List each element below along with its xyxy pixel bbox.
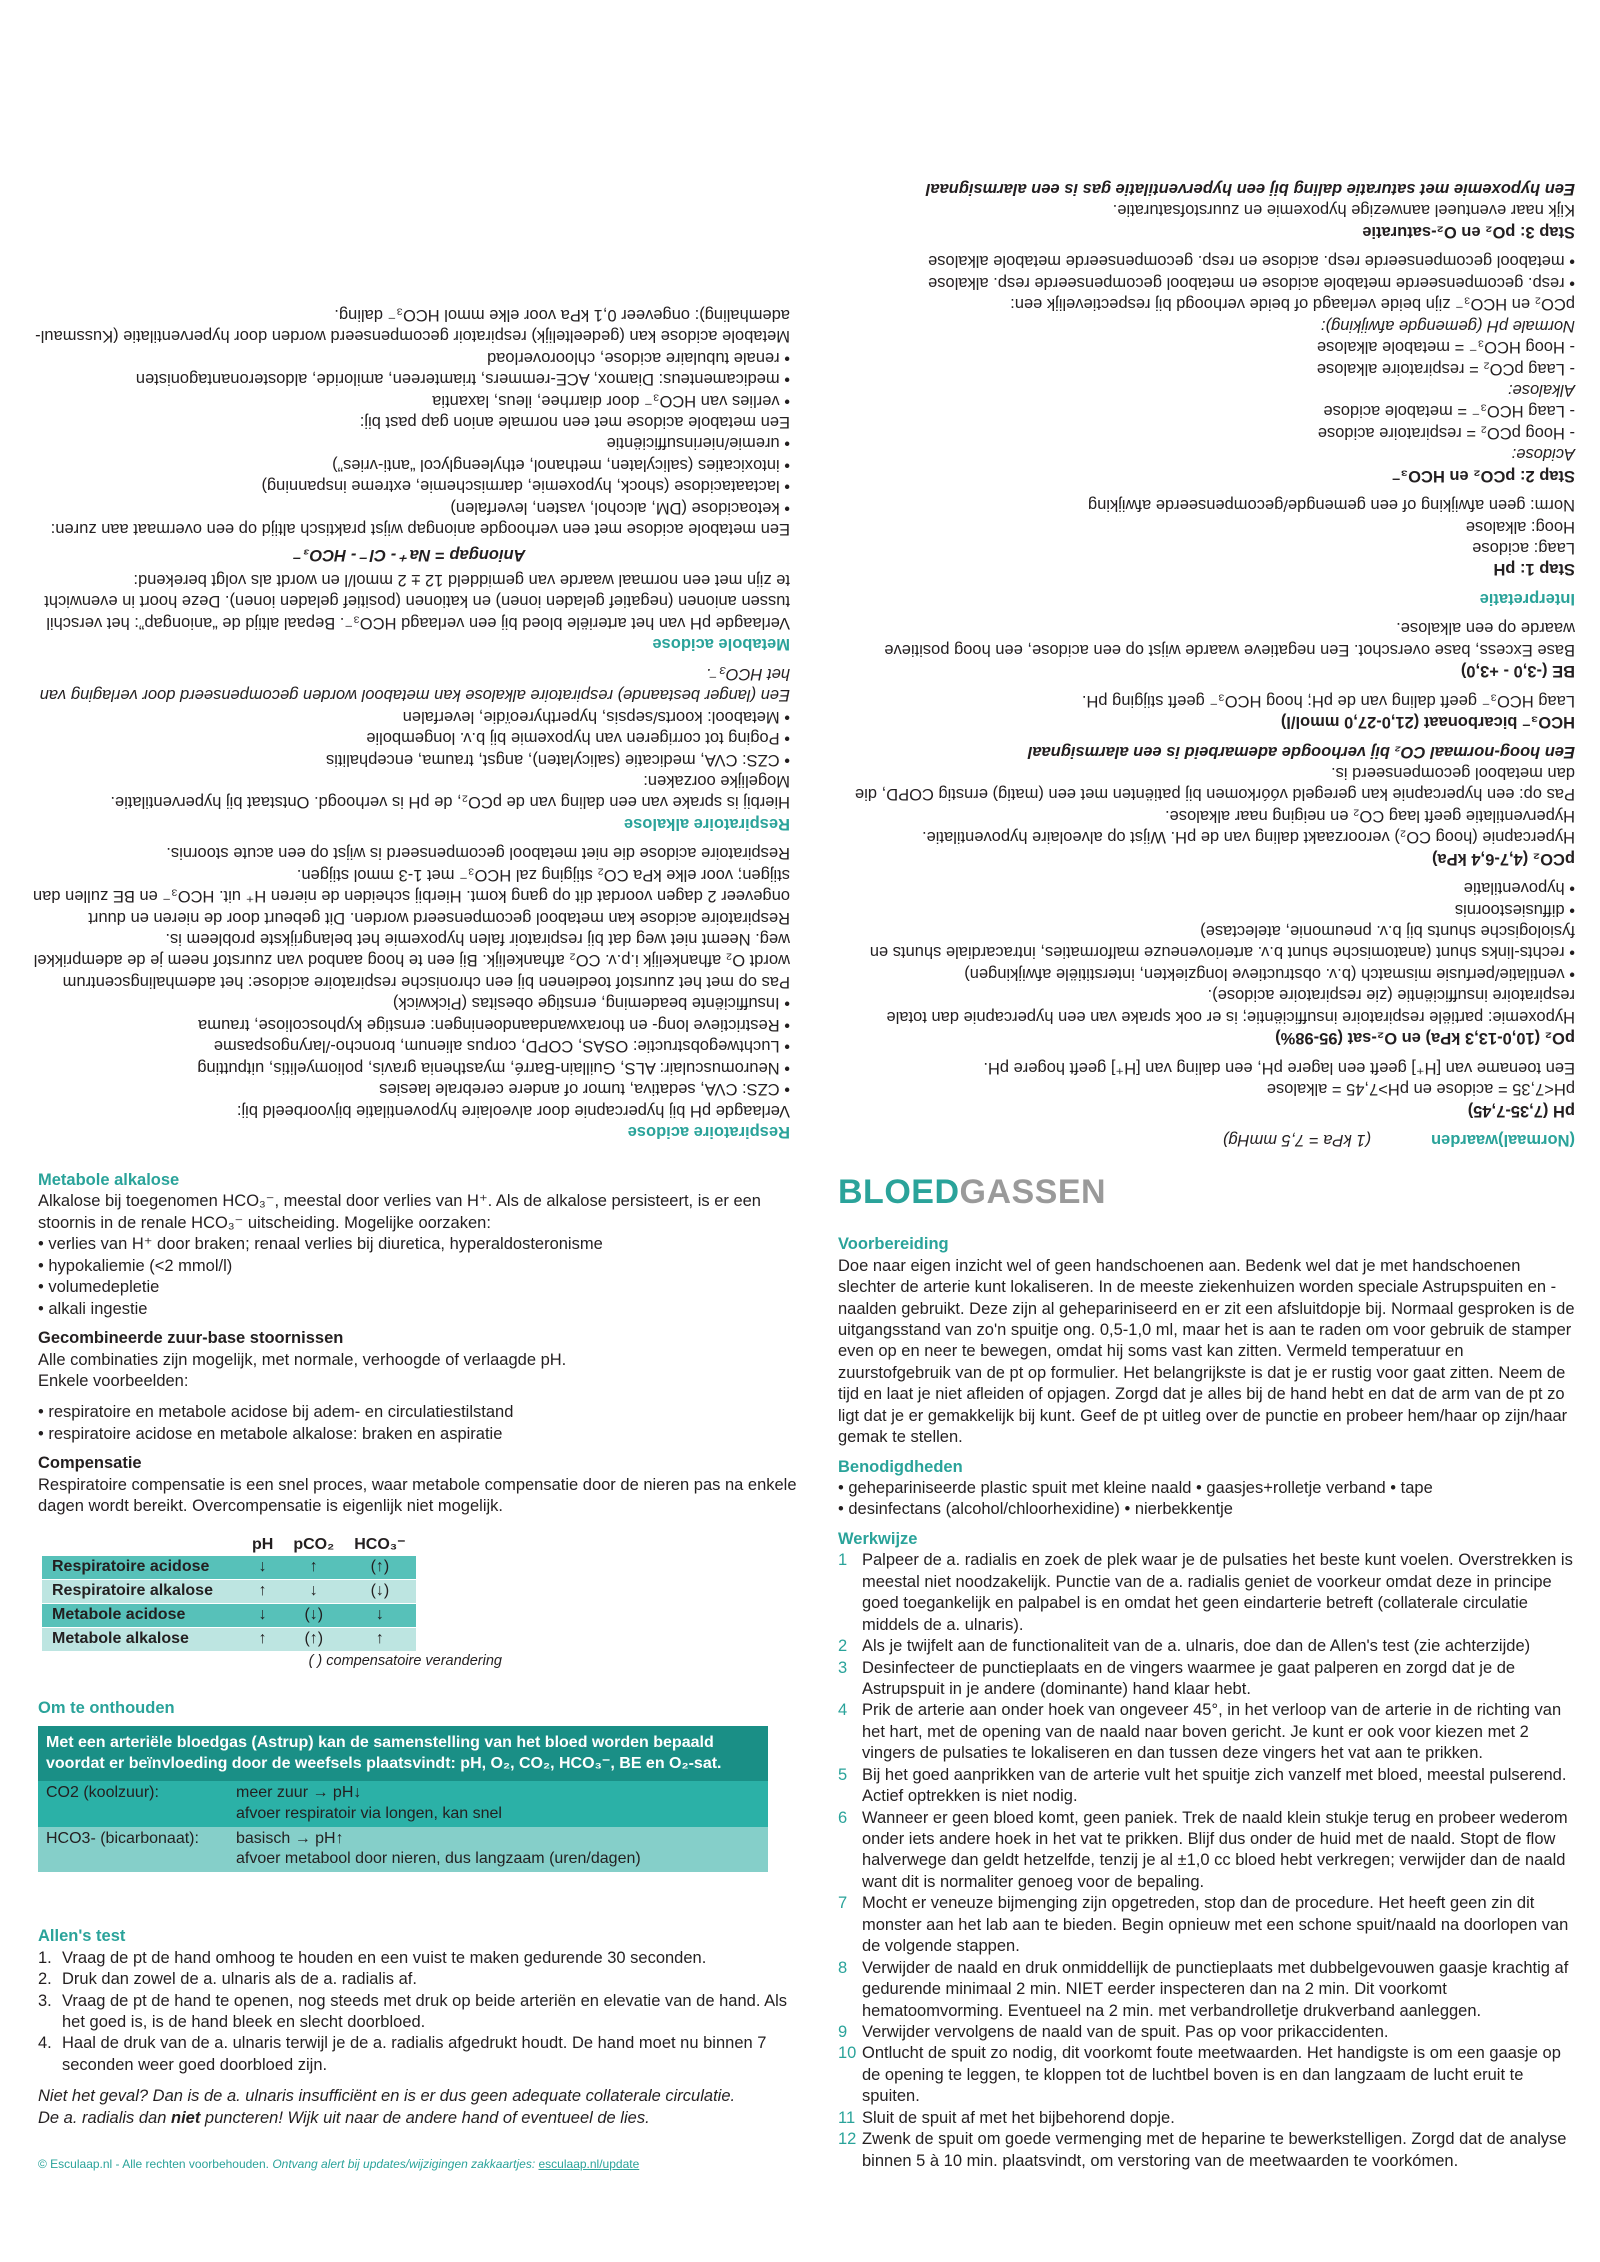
allen-step (38, 1969, 798, 1990)
step-text: Vraag de pt de hand omhoog te houden en een vuist te maken gedurende 30 seconden. (62, 1948, 707, 1967)
step-text: Verwijder vervolgens de naald van de spuit. Pas op voor prikaccidenten. (862, 2022, 1389, 2041)
step-number: 10 (838, 2044, 857, 2063)
table-row (42, 1603, 416, 1627)
update-link[interactable]: esculaap.nl/update (538, 2157, 640, 2172)
step3-a: Kijk naar eventueel aanwezige hypoxemie en zuurstofsaturatie. (1112, 201, 1575, 220)
compensation-heading: Compensatie (38, 1454, 142, 1473)
row-label: Metabole acidose (42, 1603, 242, 1627)
list-item: • intoxicaties (salicylaten, methanol, ethyleenglycol “anti-vries”) (30, 453, 790, 474)
step2-f: - Hoog HCO₃⁻ = metabole alkalose (1316, 338, 1575, 357)
step3-heading: Stap 3: pO₂ en O₂-saturatie (1362, 222, 1575, 241)
method-step (838, 1958, 1578, 2022)
mixed-heading: Gecombineerde zuur-base stoornissen (38, 1329, 344, 1348)
step-number: 6 (838, 1808, 848, 1827)
list-item: • CZS: CVA, medicatie (salicylaten), angst, trauma, encephalitis (30, 748, 790, 769)
step-text: Vraag de pt de hand te openen, nog steeds met druk op beide arteriën en elevatie van de hand. Als het goed is, is de hand bleek en slecht doorbloed. (62, 1991, 787, 2031)
step2-e: - Laag pCO₂ = respiratoire alkalose (1316, 359, 1575, 378)
pco2-label: pCO₂ (4,7-6,4 kPa) (1431, 849, 1575, 868)
step-text: Wanneer er geen bloed komt, geen paniek. Trek de naald klein stukje terug en probeer wederom onder iets andere hoek in het vat te prikken. Blijf dus onder de huid met de naald. Stopt de flow halverwege dan geldt hetzelfde, tenzij je al ±1,0 cc bloed hebt verkregen; verwijder dan de naald want dit is normaliter genoeg voor de bepaling. (862, 1808, 1568, 1891)
list-item: • desinfectans (alcohol/chloorhexidine) • nierbekkentje (838, 1499, 1578, 1520)
method-step (838, 2129, 1578, 2172)
step-text: Druk dan zowel de a. ulnaris als de a. radialis af. (62, 1970, 417, 1989)
resp-acidose-compensation: Respiratoire acidose kan metabool gecompenseerd worden. Dit gebeurt door de nieren en duurt ongeveer 2 dagen voordat dit op gang komt. Hierbij scheiden de nieren H⁺ uit. HCO₃⁻ en BE zullen dan stijgen; voor elke kPa CO₂ stijging zal HCO₃⁻ met 1-3 mmol stijgen. (32, 865, 790, 927)
list-item: • Luchtwegobstructie: OSAS, COPD, corpus alienum, broncho-/laryngospasme (30, 1035, 790, 1056)
cell-ph: ↓ (242, 1603, 283, 1627)
cell-hco3: (↓) (344, 1580, 415, 1604)
allen-heading: Allen's test (38, 1927, 126, 1946)
met-acidose-high-gap: Een metabole acidose met een verhoogde aniongap wijst praktisch altijd op een overmaat aan zuren: (50, 520, 790, 539)
list-item: • Insufficiënte beademing, ernstige obesitas (Pickwick) (30, 992, 790, 1013)
prep-text: Doe naar eigen inzicht wel of geen handschoenen aan. Bedenk wel dat je met handschoenen slechter de arterie kunt lokaliseren. In de meeste ziekenhuizen worden speciale Astrupspuiten en -naalden gebruikt. Deze zijn al gehepariniseerd en er zit een afsluitdopje bij. Normaal gesproken is de uitgangsstand van zo'n spuitje ong. 0,5-1,0 ml, maar het is aan te raden om voor gebruik de stamper even op en neer te bewegen, omdat hij soms vast kan zitten. Vermeld temperatuur en zuurstofgebruik van de pt op formulier. Het belangrijkste is dat je er rustig voor gaat zitten. Neem de tijd en laat je niet afleiden of opjagen. Zorgd dat je alles bij de hand hebt en dat de arm van de pt zo ligt dat je er gemakkelijk bij kunt. Geef de pt uitleg over de punctie en probeer hem/haar op zijn/haar gemak te stellen. (838, 1256, 1575, 1447)
cell-hco3: (↑) (344, 1556, 415, 1579)
po2-label: pO₂ (10,0-13,3 kPa) en O₂-sat (95-98%) (1275, 1029, 1575, 1048)
normal-values-heading: (Normaal)waarden (1431, 1131, 1575, 1149)
resp-alkalose-list (30, 705, 790, 769)
remember-heading: Om te onthouden (38, 1699, 175, 1718)
list-item: • verlies van HCO₃⁻ door diarrhee, ileus, laxantia (30, 389, 790, 410)
met-acidose-list (30, 432, 790, 518)
list-item: • uremie/nierinsufficiëntie (30, 432, 790, 453)
title-part-1: BLOED (838, 1173, 960, 1211)
resp-alkalose-heading: Respiratoire alkalose (624, 814, 790, 833)
mixed-list (38, 1402, 798, 1445)
step-number: 2. (38, 1970, 52, 1989)
step-number: 12 (838, 2130, 857, 2149)
step1-b: Hoog: alkalose (1465, 517, 1575, 536)
table-row (42, 1580, 416, 1604)
mixed-text-2: Enkele voorbeelden: (38, 1371, 189, 1390)
step-text: Als je twijfelt aan de functionaliteit van de a. ulnaris, doe dan de Allen's test (zie achterzijde) (862, 1637, 1531, 1656)
cell-hco3: ↓ (344, 1603, 415, 1627)
list-item: • CZS: CVA, sedativa, tumor of andere cerebrale laesies (30, 1078, 790, 1099)
step-text: Desinfecteer de punctieplaats en de vingers waarmee je gaat palperen en zorgd dat je de Astrupspuit in je andere (dominante) hand klaar hebt. (862, 1658, 1516, 1698)
list-item: • metabool gecompenseerde resp. acidose en resp. gecompenseerde metabole alkalose (835, 250, 1575, 271)
step-number: 4. (38, 2034, 52, 2053)
upside-down-right-panel (835, 20, 1575, 1150)
list-item: • verlies van H⁺ door braken; renaal verlies bij diuretica, hyperaldosteronisme (38, 1234, 798, 1255)
step2-c: - Laag HCO₃⁻ = metabole acidose (1323, 402, 1575, 421)
update-alert: Ontvang alert bij updates/wijzigingen zakkaartjes: (272, 2157, 536, 2172)
resp-acidose-heading: Respiratoire acidose (627, 1123, 790, 1141)
resp-acidose-acute: Respiratoire acidose die niet metabool gecompenseerd is wijst op een acute stoornis. (166, 844, 790, 863)
step2-heading: Stap 2: pCO₂ en HCO₃⁻ (1391, 466, 1575, 485)
cell-pco2: (↑) (283, 1627, 344, 1651)
co2-label: CO2 (koolzuur): (46, 1784, 159, 1802)
hco3-label: HCO₃⁻ bicarbonaat (21,0-27,0 mmol/l) (1280, 713, 1575, 732)
step-text: Bij het goed aanprikken van de arterie vult het spuitje zich vanzelf met bloed, meestal pulserend. Actief optrekken is niet nodig. (862, 1765, 1567, 1806)
co2-row (38, 1781, 768, 1827)
ph-label: pH (7,35-7,45) (1467, 1101, 1575, 1120)
copyright: © Esculaap.nl - Alle rechten voorbehouden. (38, 2157, 269, 2172)
list-item: • diffusiestoornis (835, 898, 1575, 919)
list-item: • medicamenteus: Diamox, ACE-remmers, triamtereen, amiloride, aldosteronantagonisten (30, 368, 790, 389)
method-step (838, 1636, 1578, 1657)
resp-alkalose-causes-label: Mogelijke oorzaken: (643, 772, 790, 790)
step-text: Palpeer de a. radialis en zoek de plek waar je de pulsaties het beste kunt voelen. Overstrekken is meestal niet noodzakelijk. Punctie van de a. radialis geniet de voorkeur omdat deze in principe goed toegankelijk en palpabel is en omdat het geen eindarterie betreft (collaterale circulatie middels de a. ulnaris). (862, 1551, 1573, 1634)
footer (38, 2157, 798, 2173)
co2-values (236, 1783, 502, 1825)
list-item: • ketoacidose (DM, alcohol, vasten, leverfalen) (30, 496, 790, 517)
title-part-2: GASSEN (959, 1173, 1107, 1211)
table-row (42, 1556, 416, 1579)
method-step (838, 1700, 1578, 1764)
method-step (838, 1765, 1578, 1808)
list-item: • respiratoire en metabole acidose bij adem- en circulatiestilstand (38, 1402, 798, 1423)
step-number: 11 (838, 2108, 856, 2127)
step2-h: pCO₂ en HCO₃⁻ zijn beide verlaagd of beide verhoogd bij respectievelijk een: (1010, 295, 1575, 314)
be-label: BE (-3,0 - +3,0) (1460, 662, 1575, 681)
hco3-effect: basisch → pH↑ (236, 1829, 344, 1847)
po2-text: Hypoxemie: partiële respiratoire insufficiëntie; is er ook sprake van een hypercapnie dan totale respiratoire insufficiëntie (zie respiratoire acidose). (886, 986, 1575, 1026)
resp-alkalose-compensation: Een (langer bestaande) respiratoire alkalose kan metabool worden gecompenseerd door verlaging van het HCO₃⁻. (39, 664, 790, 705)
met-alkalose-heading: Metabole alkalose (38, 1171, 180, 1189)
resp-acidose-list (30, 992, 790, 1099)
row-label: Respiratoire acidose (42, 1556, 242, 1579)
step-number: 9 (838, 2022, 848, 2041)
allen-step (38, 1948, 798, 1969)
pco2-text-3: Pas op: een hypercapnie kan geregeld vóórkomen bij patiënten met een (matig) ernstig COPD, die dan metabool gecompenseerd is. (855, 764, 1575, 804)
aniongap-formula: Aniongap = Na⁺ - Cl⁻ - HCO₃⁻ (294, 545, 526, 564)
list-item: • rechts-links shunt (anatomische shunt b.v. arterioveneuze malformaties, intracardiale shunts en fysiologische shunts bij b.v. pneumonie, atelectase) (835, 920, 1575, 963)
method-step (838, 1550, 1578, 1636)
step1-c: Norm: geen afwijking of een gemengde/gecompenseerde afwijking (1087, 496, 1575, 515)
co2-effect: meer zuur → pH↓ (236, 1784, 362, 1802)
normal-values-header (835, 1129, 1575, 1150)
row-label: Metabole alkalose (42, 1627, 242, 1651)
list-item: • volumedepletie (38, 1277, 798, 1298)
step3-alarm: Een hypoxemie met saturatie daling bij een hyperventilatie gas is een alarmsignaal (925, 180, 1575, 199)
bottom-right-panel (838, 1170, 1578, 2250)
step2-g: Normale pH (gemengde afwijking): (1320, 316, 1575, 335)
step2-list (835, 250, 1575, 293)
met-acidose-list-2 (30, 346, 790, 410)
table-row (42, 1627, 416, 1651)
needs-list (838, 1478, 1578, 1521)
met-acidose-compensation: Metabole acidose kan (gedeeltelijk) respiratoir gecompenseerd worden door hyperventilatie (Kussmaul-ademhaling): ongeveer 0,1 kPa voor elke mmol HCO₃⁻ daling. (35, 305, 790, 346)
col-header-hco3: HCO₃⁻ (344, 1534, 415, 1557)
step1-heading: Stap 1: pH (1493, 560, 1575, 579)
list-item: • resp. gecompenseerde metabole acidose en metabool gecompenseerde resp. alkalose (835, 271, 1575, 292)
cell-pco2: (↓) (283, 1603, 344, 1627)
method-step (838, 1658, 1578, 1701)
step-text: Ontlucht de spuit zo nodig, dit voorkomt foute meetwaarden. Het handigste is om een gaasje op de opening te leggen, te kloppen tot de luchtbel boven is en dan langzaam de lucht eruit te spuiten. (862, 2044, 1561, 2106)
step-number: 8 (838, 1958, 848, 1977)
cell-ph: ↑ (242, 1627, 283, 1651)
hco3-text: Laag HCO₃⁻ geeft daling van de pH; hoog HCO₃⁻ geeft stijging pH. (1081, 691, 1575, 710)
resp-acidose-intro: Verlaagde pH bij hypercapnie door alveolaire hypoventilatie bijvoorbeeld bij: (236, 1101, 790, 1120)
step-text: Zwenk de spuit om goede vermenging met de heparine te bewerkstelligen. Zorgd dat de analyse binnen 5 à 10 min. plaatsvindt, om verstoring van de meetwaarden te voorkómen. (862, 2130, 1567, 2170)
step2-b: - Hoog pCO₂ = respiratoire acidose (1317, 423, 1575, 442)
allen-steps (38, 1948, 798, 2077)
list-item: • gehepariniseerde plastic spuit met kleine naald • gaasjes+rolletje verband • tape (838, 1478, 1578, 1499)
step2-a: Acidose: (1511, 445, 1575, 464)
po2-list (835, 877, 1575, 984)
met-acidose-normal-gap: Een metabole acidose met een normale anion gap past bij: (359, 413, 790, 431)
hco3-values (236, 1829, 641, 1871)
step2-d: Alkalose: (1508, 381, 1575, 399)
cell-ph: ↓ (242, 1556, 283, 1579)
ph-text-1: pH<7,35 = acidose en pH>7,45 = alkalose (1266, 1080, 1575, 1099)
list-item: • Poging tot corrigeren van hypoxemie bij b.v. longembolie (30, 727, 790, 748)
step-text: Sluit de spuit af met het bijbehorend dopje. (862, 2108, 1175, 2127)
list-item: • hypoventilatie (835, 877, 1575, 898)
pco2-text-2: Hyperventilatie geeft laag CO₂ en neiging naar alkalose. (1165, 806, 1575, 825)
met-acidose-intro: Verlaagde pH van het arteriële bloed bij een verlaagd HCO₃⁻. Bepaal altijd de “aniongap”: het verschil tussen anionen (negatief geladen ionen) en kationen (positief geladen ionen). Deze hoort in evenwicht te zijn met een normaal waarde van gemiddeld 12 ± 2 mmol/l en wordt als volgt berekend: (44, 571, 790, 632)
step-number: 1 (838, 1551, 848, 1570)
bottom-left-panel (38, 1170, 798, 2250)
method-heading: Werkwijze (838, 1529, 918, 1548)
step-number: 4 (838, 1701, 848, 1720)
co2-removal: afvoer respiratoir via longen, kan snel (236, 1804, 502, 1822)
table-header-row (42, 1534, 416, 1557)
method-step (838, 1808, 1578, 1894)
met-alkalose-list (38, 1234, 798, 1320)
resp-acidose-oxygen-warning: Pas op met het zuurstof toedienen bij een chronische respiratoire acidose: het ademhalingscentrum wordt O₂ afhankelijk i.p.v. CO₂ afhankelijk. Bij een te hoog aanbod van zuurstof neem je de ademprikkel weg. Neemt niet weg dat bij respiratoir falen hypoxemie het belangrijkste probleem is. (33, 930, 790, 991)
mixed-text-1: Alle combinaties zijn mogelijk, met normale, verhoogde of verlaagde pH. (38, 1350, 567, 1369)
upside-down-left-panel (30, 20, 790, 1150)
step-text: Prik de arterie aan onder hoek van ongeveer 45°, in het verloop van de arterie in de richting van het hart, met de opening van de naald naar boven gericht. Je kunt er ook voor kiezen met 2 vingers de pulsaties te lokaliseren en dan tussen deze vingers het vat aan te prikken. (862, 1701, 1562, 1763)
met-acidose-heading: Metabole acidose (652, 635, 790, 654)
list-item: • ventilatie/perfusie mismatch (b.v. obstructieve longziekten, interstitiële afwijkingen) (835, 963, 1575, 984)
method-step (838, 2108, 1578, 2129)
step-text: Mocht er veneuze bijmenging zijn opgetreden, stop dan de procedure. Het heeft geen zin dit monster aan het lab aan te bieden. Begin opnieuw met een schone spuit/naald na doorlopen van de volgende stappen. (862, 1894, 1569, 1956)
list-item: • renale tubulaire acidose, chlooroverload (30, 346, 790, 367)
step-number: 7 (838, 1894, 848, 1913)
resp-alkalose-intro: Hierbij is sprake van een daling van de pCO₂, de pH is verhoogd. Ontstaat bij hyperventilatie. (110, 793, 790, 812)
cell-ph: ↑ (242, 1580, 283, 1604)
table-corner (42, 1534, 242, 1557)
list-item: • alkali ingestie (38, 1299, 798, 1320)
cell-hco3: ↑ (344, 1627, 415, 1651)
cell-pco2: ↑ (283, 1556, 344, 1579)
allen-step (38, 1991, 798, 2034)
interpretation-heading: Interpretatie (1479, 589, 1575, 608)
table-note: ( ) compensatoire verandering (308, 1652, 502, 1669)
hco3-removal: afvoer metabool door nieren, dus langzaam (uren/dagen) (236, 1850, 641, 1868)
compensation-table (42, 1534, 416, 1652)
hco3-row (38, 1827, 768, 1873)
method-steps (838, 1550, 1578, 2172)
step-number: 3 (838, 1658, 848, 1677)
be-text: Base Excess, base overschot. Een negatieve waarde wijst op een acidose, een hoog positieve waarde op een alkalose. (884, 619, 1575, 659)
list-item: • Metabool: koorts/sepsis, hyperthyreoïdie, leverfalen (30, 705, 790, 726)
prep-heading: Voorbereiding (838, 1235, 949, 1254)
list-item: • lactaatacidose (shock, hypoxemie, darmischemie, extreme inspanning) (30, 475, 790, 496)
pco2-text-1: Hypercapnie (hoog CO₂) veroorzaakt daling van de pH. Wijst op alveolaire hypoventilatie. (922, 828, 1575, 847)
page-title (838, 1170, 1578, 1214)
remember-box-header: Met een arteriële bloedgas (Astrup) kan de samenstelling van het bloed worden bepaald voordat er beïnvloeding door de weefsels plaatsvindt: pH, O₂, CO₂, HCO₃⁻, BE en O₂-sat. (38, 1726, 768, 1781)
list-item: • respiratoire acidose en metabole alkalose: braken en aspiratie (38, 1424, 798, 1445)
step-text: Haal de druk van de a. ulnaris terwijl je de a. radialis afgedrukt houdt. De hand moet nu binnen 7 seconden weer goed doorbloed zijn. (62, 2034, 767, 2074)
step1-a: Laag: acidose (1472, 539, 1575, 558)
step-number: 5 (838, 1765, 848, 1784)
list-item: • Restrictieve long- en thoraxwandaandoeningen: ernstige kyphoscoliose, trauma (30, 1013, 790, 1034)
allen-step (38, 2033, 798, 2076)
ph-text-2: Een toename van [H⁺] geeft een lagere pH, een daling van [H⁺] geeft hogere pH. (983, 1058, 1575, 1077)
needs-heading: Benodigdheden (838, 1457, 963, 1476)
met-alkalose-intro: Alkalose bij toegenomen HCO₃⁻, meestal door verlies van H⁺. Als de alkalose persisteert, is er een stoornis in de renale HCO₃⁻ uitscheiding. Mogelijke oorzaken: (38, 1192, 761, 1232)
method-step (838, 2043, 1578, 2107)
row-label: Respiratoire alkalose (42, 1580, 242, 1604)
step-number: 3. (38, 1991, 52, 2010)
allen-note-2: De a. radialis dan niet puncteren! Wijk uit naar de andere hand of eventueel de lies. (38, 2108, 650, 2127)
method-step (838, 1893, 1578, 1957)
allen-note-1: Niet het geval? Dan is de a. ulnaris insufficiënt en is er dus geen adequate collaterale circulatie. (38, 2087, 736, 2106)
list-item: • hypokaliemie (<2 mmol/l) (38, 1256, 798, 1277)
method-step (838, 2022, 1578, 2043)
compensation-text: Respiratoire compensatie is een snel proces, waar metabole compensatie door de nieren pas na enkele dagen wordt bereikt. Overcompensatie is eigenlijk niet mogelijk. (38, 1475, 797, 1516)
remember-box (38, 1726, 768, 1872)
hco3-row-label: HCO3- (bicarbonaat): (46, 1829, 199, 1847)
col-header-ph: pH (242, 1534, 283, 1557)
pco2-alarm: Een hoog-normaal CO₂ bij verhoogde ademarbeid is een alarmsignaal (1027, 742, 1575, 761)
step-number: 2 (838, 1637, 848, 1656)
step-number: 1. (38, 1948, 52, 1967)
cell-pco2: ↓ (283, 1580, 344, 1604)
kpa-conversion: (1 kPa = 7,5 mmHg) (1222, 1131, 1372, 1149)
list-item: • Neuromusculair: ALS, Guillain-Barré, myasthenia gravis, poliomyelitis, uitputting (30, 1056, 790, 1077)
col-header-pco2: pCO₂ (283, 1534, 344, 1557)
step-text: Verwijder de naald en druk onmiddellijk de punctieplaats met dubbelgevouwen gaasje krachtig af gedurende minimaal 2 min. NIET eerder inspecteren dan na 2 min. Dit voorkomt hematoomvorming. Eventueel na 2 min. met verbandrolletje drukverband aanleggen. (862, 1958, 1569, 2020)
